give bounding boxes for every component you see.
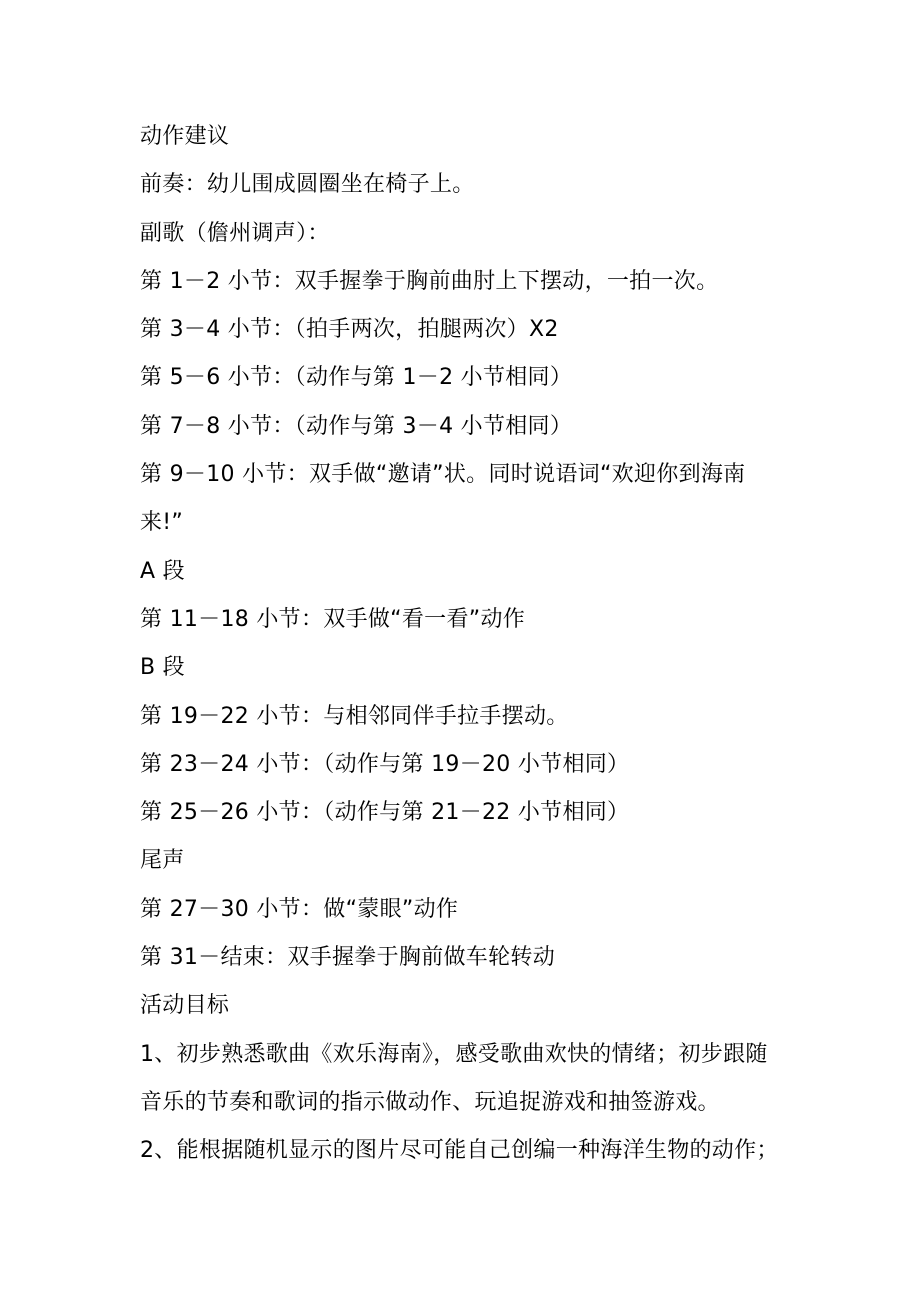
bars-11-18-text: 第 11－18 小节：双手做“看一看”动作 [140, 606, 526, 632]
bar-31-end-text: 第 31－结束：双手握拳于胸前做车轮转动 [140, 945, 555, 971]
bars-9-10-text-continued: 来!” [140, 510, 184, 536]
document-body [140, 113, 790, 1176]
goal-1-text: 1、初步熟悉歌曲《欢乐海南》，感受歌曲欢快的情绪；初步跟随 [140, 1041, 768, 1067]
bars-3-4-text: 第 3－4 小节：（拍手两次，拍腿两次）X2 [140, 317, 559, 343]
section-heading-activity-goals: 活动目标 [140, 993, 230, 1019]
coda-heading: 尾声 [140, 848, 185, 874]
bars-23-24-text: 第 23－24 小节：（动作与第 19－20 小节相同） [140, 751, 630, 777]
chorus-heading: 副歌（儋州调声）： [140, 220, 330, 246]
goal-2-text: 2、能根据随机显示的图片尽可能自己创编一种海洋生物的动作； [140, 1138, 779, 1164]
bars-1-2-text: 第 1－2 小节：双手握拳于胸前曲肘上下摆动，一拍一次。 [140, 268, 719, 294]
bars-19-22-text: 第 19－22 小节：与相邻同伴手拉手摆动。 [140, 703, 569, 729]
bars-25-26-text: 第 25－26 小节：（动作与第 21－22 小节相同） [140, 800, 630, 826]
bars-7-8-text: 第 7－8 小节：（动作与第 3－4 小节相同） [140, 413, 573, 439]
bars-5-6-text: 第 5－6 小节：（动作与第 1－2 小节相同） [140, 365, 573, 391]
bars-9-10-text: 第 9－10 小节：双手做“邀请”状。同时说语词“欢迎你到海南 [140, 462, 746, 488]
section-b-heading: B 段 [140, 655, 185, 681]
section-a-heading: A 段 [140, 558, 185, 584]
section-heading-action-suggestions: 动作建议 [140, 124, 230, 149]
prelude-text: 前奏：幼儿围成圆圈坐在椅子上。 [140, 172, 475, 198]
goal-1-text-continued: 音乐的节奏和歌词的指示做动作、玩追捉游戏和抽签游戏。 [140, 1089, 720, 1115]
bars-27-30-text: 第 27－30 小节：做“蒙眼”动作 [140, 896, 459, 922]
